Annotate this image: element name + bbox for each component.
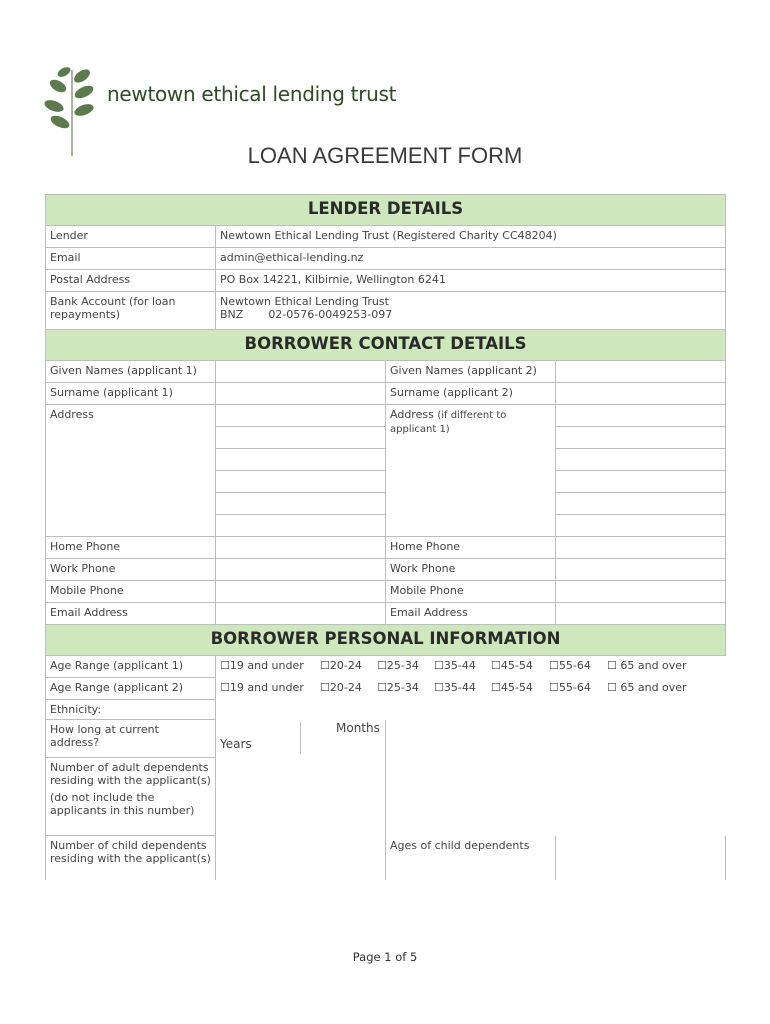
label-surname1: Surname (applicant 1) xyxy=(46,383,216,405)
label-home1: Home Phone xyxy=(46,537,216,559)
work2-field[interactable] xyxy=(556,559,726,581)
address1-field[interactable] xyxy=(216,405,386,537)
howlong-field[interactable]: Years Months xyxy=(216,720,386,758)
work1-field[interactable] xyxy=(216,559,386,581)
label-mobile2: Mobile Phone xyxy=(386,581,556,603)
given2-field[interactable] xyxy=(556,361,726,383)
label-email1: Email Address xyxy=(46,603,216,625)
label-address2: Address (if different to applicant 1) xyxy=(386,405,556,537)
label-given2: Given Names (applicant 2) xyxy=(386,361,556,383)
label-howlong: How long at current address? xyxy=(46,720,216,758)
age2-options[interactable]: ☐19 and under ☐20-24 ☐25-34 ☐35-44 ☐45-54 ☐55-64 ☐ 65 and over xyxy=(216,678,726,700)
label-bank: Bank Account (for loan repayments) xyxy=(46,292,216,330)
label-email: Email xyxy=(46,248,216,270)
section-heading-personal: BORROWER PERSONAL INFORMATION xyxy=(46,625,726,656)
label-adult: Number of adult dependents residing with the applicant(s) (do not include the applicants in this number) xyxy=(46,758,216,836)
label-postal: Postal Address xyxy=(46,270,216,292)
age1-options[interactable]: ☐19 and under ☐20-24 ☐25-34 ☐35-44 ☐45-54 ☐55-64 ☐ 65 and over xyxy=(216,656,726,678)
home1-field[interactable] xyxy=(216,537,386,559)
label-work2: Work Phone xyxy=(386,559,556,581)
label-child: Number of child dependents residing with the applicant(s) xyxy=(46,836,216,880)
value-lender: Newtown Ethical Lending Trust (Registered Charity CC48204) xyxy=(216,226,726,248)
label-ethnicity: Ethnicity: xyxy=(46,700,216,720)
section-heading-lender: LENDER DETAILS xyxy=(46,195,726,226)
logo-text: newtown ethical lending trust xyxy=(107,82,397,106)
loan-form xyxy=(45,194,725,880)
label-surname2: Surname (applicant 2) xyxy=(386,383,556,405)
adult-field[interactable] xyxy=(216,758,386,836)
given1-field[interactable] xyxy=(216,361,386,383)
label-age2: Age Range (applicant 2) xyxy=(46,678,216,700)
surname1-field[interactable] xyxy=(216,383,386,405)
page-title: LOAN AGREEMENT FORM xyxy=(247,143,523,168)
value-bank-name: Newtown Ethical Lending Trust xyxy=(220,295,389,308)
value-account: 02-0576-0049253-097 xyxy=(268,308,393,321)
email2-field[interactable] xyxy=(556,603,726,625)
label-home2: Home Phone xyxy=(386,537,556,559)
label-ages-child: Ages of child dependents xyxy=(386,836,556,880)
address2-field[interactable] xyxy=(556,405,726,537)
value-bank: BNZ xyxy=(220,308,244,321)
mobile1-field[interactable] xyxy=(216,581,386,603)
label-mobile1: Mobile Phone xyxy=(46,581,216,603)
ages-child-field[interactable] xyxy=(556,836,726,880)
ethnicity-field[interactable] xyxy=(216,700,726,720)
value-postal: PO Box 14221, Kilbirnie, Wellington 6241 xyxy=(216,270,726,292)
label-email2: Email Address xyxy=(386,603,556,625)
label-lender: Lender xyxy=(46,226,216,248)
label-work1: Work Phone xyxy=(46,559,216,581)
email1-field[interactable] xyxy=(216,603,386,625)
mobile2-field[interactable] xyxy=(556,581,726,603)
label-address1: Address xyxy=(46,405,216,537)
label-given1: Given Names (applicant 1) xyxy=(46,361,216,383)
lender-email-link[interactable]: admin@ethical-lending.nz xyxy=(220,251,364,264)
surname2-field[interactable] xyxy=(556,383,726,405)
home2-field[interactable] xyxy=(556,537,726,559)
section-heading-contact: BORROWER CONTACT DETAILS xyxy=(46,330,726,361)
label-age1: Age Range (applicant 1) xyxy=(46,656,216,678)
page-number: Page 1 of 5 xyxy=(352,950,418,964)
child-field[interactable] xyxy=(216,836,386,880)
